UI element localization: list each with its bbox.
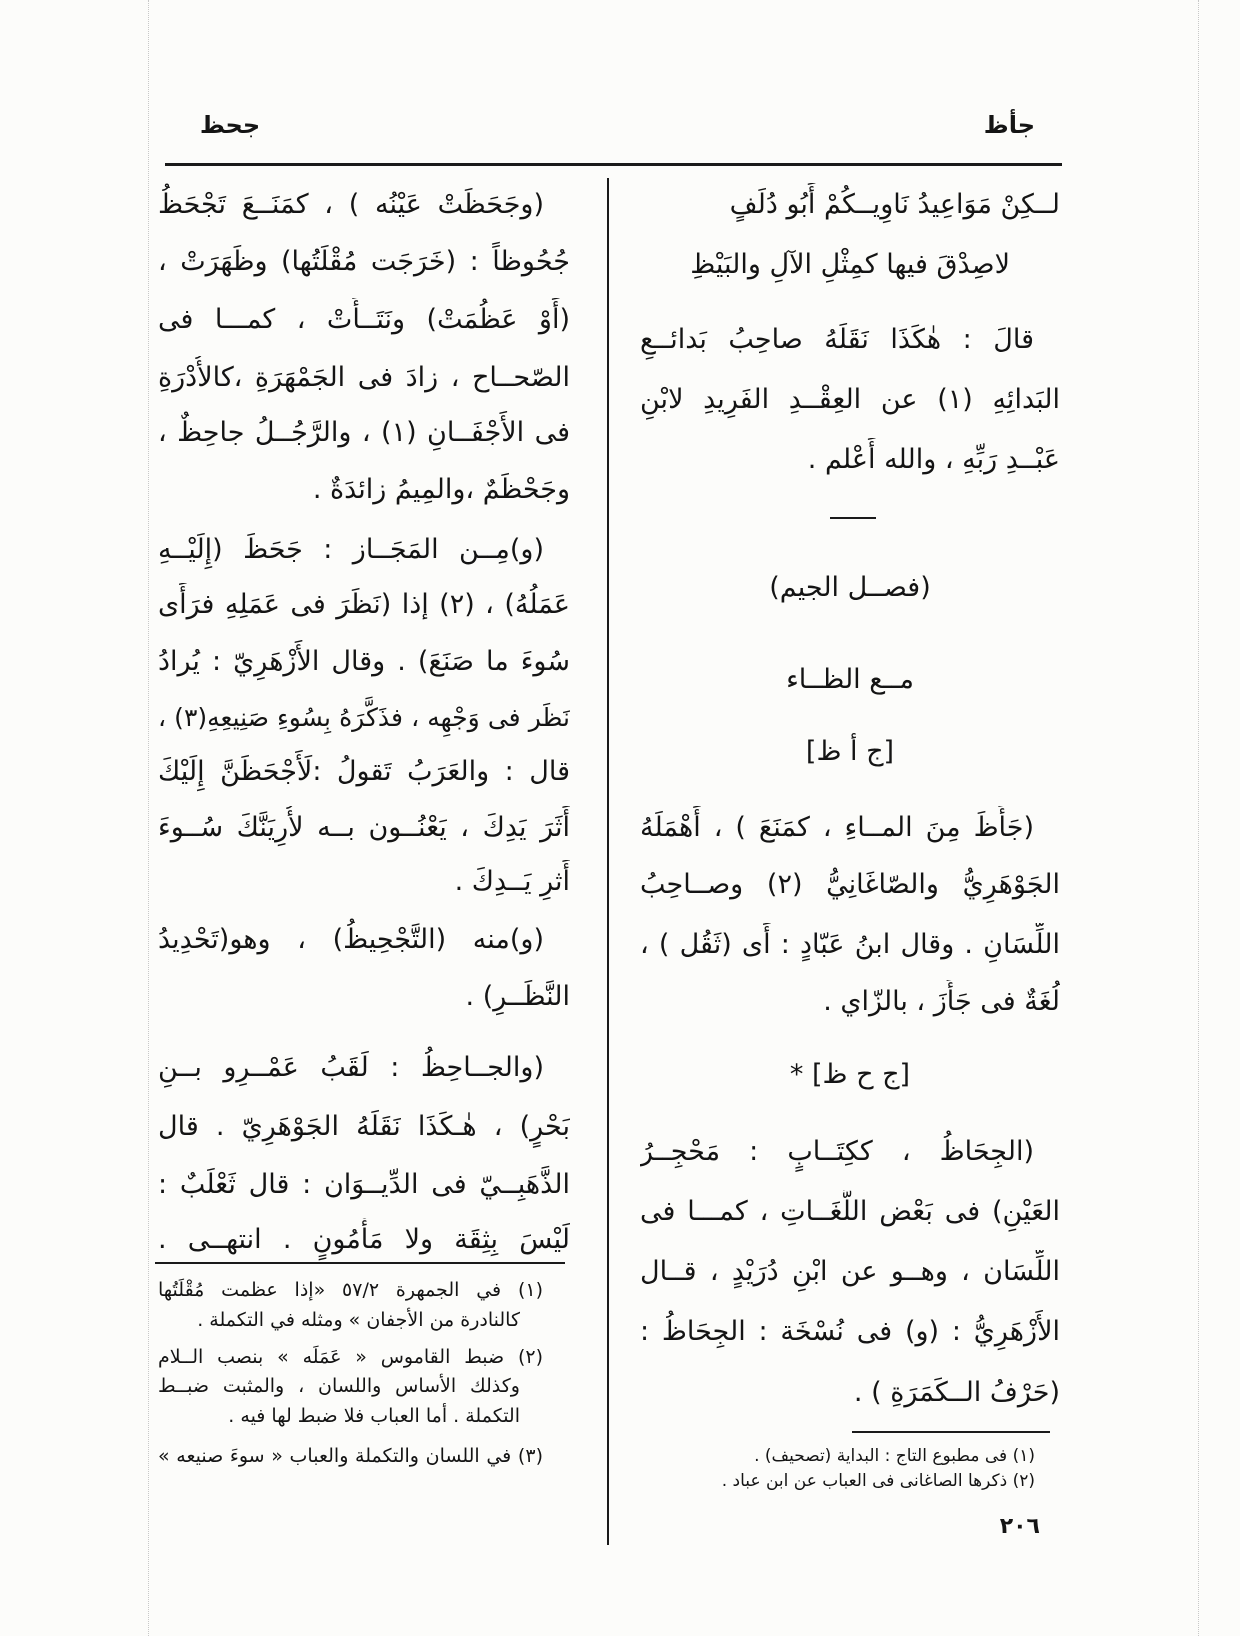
paragraph-line: لَيْسَ بِثِقَة ولا مَأْمُونٍ . انتهــى . bbox=[158, 1224, 570, 1255]
paragraph-line: الصّحــاح ، زادَ فى الجَمْهَرَةِ ،كالأُدْرَةِ bbox=[158, 362, 570, 393]
verse-line: لاصِدْقَ فيها كمِثْلِ الآلِ والبَيْظِ bbox=[690, 249, 1010, 280]
footnote: وكذلك الأساس واللسان ، والمثبت ضبــط bbox=[158, 1375, 520, 1397]
paragraph-line: الذَّهَبِــيّ فى الدِّيــوَان : قال ثَعْلَبٌ : bbox=[158, 1169, 570, 1200]
paragraph-line: (وجَحَظَتْ عَيْنُه ) ، كمَنَــعَ تَجْحَظُ bbox=[158, 189, 544, 220]
entry-heading: [ج ح ظ] * bbox=[789, 1059, 911, 1090]
paragraph-line: قالَ : هٰكَذَا نَقَلَهُ صاحِبُ بَدائــعِ bbox=[640, 324, 1034, 355]
footnote: (١) فى مطبوع التاج : البداية (تصحيف) . bbox=[754, 1446, 1035, 1466]
paragraph-line: عَمَلُهُ) ، (٢) إذا (نَظَرَ فى عَمَلِهِ فرَأَى bbox=[158, 589, 570, 620]
paragraph-line: أَثرِ يَــدِكَ . bbox=[454, 866, 570, 897]
entry-line: الأَزْهَرِيُّ : (و) فى نُسْخَة : الجِحَاظُ : bbox=[640, 1316, 1060, 1347]
paragraph-line: قال : والعَرَبُ تَقولُ :لَأَجْحَظَنَّ إِلَيْكَ bbox=[158, 756, 570, 787]
paragraph-line: وجَحْظَمٌ ،والمِيمُ زائدَةٌ . bbox=[312, 474, 570, 505]
footnote-rule bbox=[155, 1262, 565, 1264]
entry-line: (جَأَظَ مِنَ المــاءِ ، كمَنَعَ ) ، أَهْمَلَهُ bbox=[640, 812, 1034, 843]
paragraph-line: (والجــاحِظُ : لَقَبُ عَمْــرِو بــنِ bbox=[158, 1052, 544, 1083]
paragraph-line: البَدائِهِ (١) عن العِقْــدِ الفَرِيدِ لابْنِ bbox=[640, 384, 1060, 415]
section-subheading: مــع الظــاء bbox=[786, 664, 914, 695]
footnote: التكملة . أما العباب فلا ضبط لها فيه . bbox=[228, 1405, 520, 1427]
running-head-left: جحظ bbox=[199, 111, 261, 139]
footnote-rule bbox=[852, 1431, 1050, 1433]
entry-heading: [ج أ ظ] bbox=[805, 736, 895, 767]
paragraph-line: (أَوْ عَظُمَتْ) ونَتَــأَتْ ، كمـــا فى bbox=[158, 304, 570, 335]
entry-line: الجَوْهَرِيُّ والصّاغَانِيُّ (٢) وصــاحِبُ bbox=[640, 869, 1060, 900]
running-head-right: جأظ bbox=[983, 111, 1035, 139]
entry-line: اللِّسَان ، وهــو عن ابْنِ دُرَيْدٍ ، قــال bbox=[640, 1256, 1060, 1287]
section-heading: (فصــل الجيم) bbox=[769, 572, 931, 603]
paragraph-line: النَّظَــرِ) . bbox=[465, 981, 570, 1012]
paragraph-line: فى الأَجْفَــانِ (١) ، والرَّجُــلُ جاحِظٌ ، bbox=[158, 417, 570, 448]
verse-line: لــكِنْ مَوَاعِيدُ نَاوِيــكُمْ أَبُو دُلَفٍ bbox=[729, 189, 1060, 220]
paragraph-line: أَثَرَ يَدِكَ ، يَعْنُــون بــه لأُرِيَنَّكَ سُــوءَ bbox=[158, 812, 570, 843]
header-rule bbox=[165, 163, 1062, 166]
footnote: (١) في الجمهرة ٥٧/٢ «إذا عظمت مُقْلَتُها bbox=[158, 1279, 543, 1301]
section-separator bbox=[830, 517, 876, 519]
column-divider bbox=[607, 178, 609, 1545]
paragraph-line: بَحْرٍ) ، هٰـكَذَا نَقَلَهُ الجَوْهَرِيّ . قال bbox=[158, 1111, 570, 1142]
page-number: ٢٠٦ bbox=[999, 1514, 1040, 1539]
footnote: كالنادرة من الأجفان » ومثله في التكملة . bbox=[197, 1309, 520, 1331]
footnote: (٣) في اللسان والتكملة والعباب « سوءَ صنيعه » bbox=[158, 1445, 543, 1467]
scan-artifact-line bbox=[1198, 0, 1199, 1636]
entry-line: اللِّسَانِ . وقال ابنُ عَبّادٍ : أَى (ثَقُل ) ، bbox=[640, 929, 1060, 960]
entry-line: لُغَةٌ فى جَأَزَ ، بالزّاي . bbox=[823, 986, 1060, 1017]
paragraph-line: سُوءَ ما صَنَعَ) . وقال الأَزْهَرِيّ : يُرادُ bbox=[158, 646, 570, 677]
paragraph-line: (و)منه (التَّجْحِيظُ) ، وهو(تَحْدِيدُ bbox=[158, 924, 544, 955]
paragraph-line: جُحُوظاً : (خَرَجَت مُقْلَتُها) وظَهَرَتْ ، bbox=[158, 246, 570, 277]
paragraph-line: (و)مِــن المَجَــاز : جَحَظَ (إِلَيْــهِ bbox=[158, 534, 544, 565]
entry-line: (حَرْفُ الــكَمَرَةِ ) . bbox=[853, 1377, 1060, 1408]
entry-line: (الجِحَاظُ ، ككِتَــابٍ : مَحْجِــرُ bbox=[640, 1136, 1034, 1167]
footnote: (٢) ذكرها الصاغانى فى العباب عن ابن عباد . bbox=[721, 1471, 1035, 1491]
paragraph-line: عَبْــدِ رَبِّهِ ، والله أَعْلم . bbox=[807, 444, 1060, 475]
entry-line: العَيْنِ) فى بَعْض اللُّغَــاتِ ، كمـــا فى bbox=[640, 1196, 1060, 1227]
paragraph-line: نَظَر فى وَجْهِه ، فذَكَّرَهُ بِسُوءِ صَنِيعِهِ(٣) ، bbox=[158, 703, 570, 732]
scan-artifact-line bbox=[148, 0, 149, 1636]
footnote: (٢) ضبط القاموس « عَمَلَه » بنصب الــلام bbox=[158, 1346, 543, 1368]
